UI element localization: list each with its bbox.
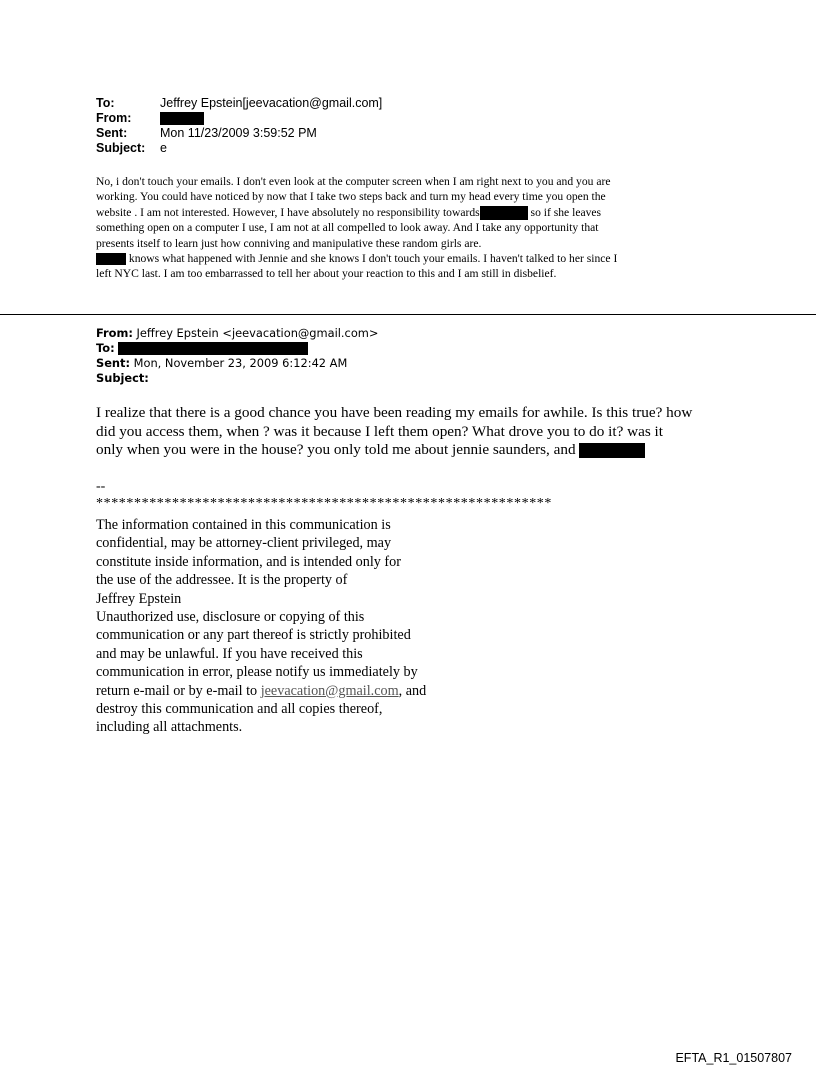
email1-header: [96, 96, 382, 156]
subject-label: Subject:: [96, 141, 146, 155]
email1-to-row: [96, 96, 382, 111]
disclaimer-line: and may be unlawful. If you have received this: [96, 645, 363, 662]
from-label: From:: [96, 111, 132, 125]
body-text: only when you were in the house? you only told me about jennie saunders, and: [96, 441, 580, 459]
email1-from-row: [96, 111, 382, 126]
to-label: To:: [96, 96, 115, 110]
body-line: [96, 441, 736, 460]
disclaimer-text: return e-mail or by e-mail to: [96, 682, 261, 699]
from-value: Jeffrey Epstein <jeevacation@gmail.com>: [132, 326, 379, 340]
body-line: left NYC last. I am too embarrassed to tell her about your reaction to this and I am still in disbelief.: [96, 267, 557, 281]
body-line: working. You could have noticed by now that I take two steps back and turn my head every time you open the: [96, 190, 606, 204]
signature-dashes: --: [96, 479, 106, 494]
email1-sent-row: [96, 126, 382, 141]
redaction-box: [118, 342, 308, 355]
email2-subject-row: [96, 371, 378, 386]
body-line: did you access them, when ? was it because I left them open? What drove you to do it? was it: [96, 422, 663, 440]
sent-label: Sent:: [96, 126, 128, 140]
disclaimer-line: Unauthorized use, disclosure or copying of this: [96, 609, 365, 626]
body-line: No, i don't touch your emails. I don't even look at the computer screen when I am right next to you and you are: [96, 175, 611, 188]
body-line: [96, 205, 716, 220]
body-text: knows what happened with Jennie and she knows I don't touch your emails. I haven't talked to her since I: [126, 252, 618, 266]
disclaimer-line: confidential, may be attorney-client privileged, may: [96, 535, 392, 552]
disclaimer-line: including all attachments.: [96, 719, 243, 736]
disclaimer-line: the use of the addressee. It is the property of: [96, 572, 348, 589]
confidentiality-disclaimer: [96, 516, 496, 737]
subject-value: e: [160, 141, 167, 155]
email2-to-row: [96, 341, 378, 356]
sent-value: Mon, November 23, 2009 6:12:42 AM: [130, 356, 348, 370]
disclaimer-line: destroy this communication and all copies thereof,: [96, 701, 383, 718]
disclaimer-line: communication in error, please notify us immediately by: [96, 664, 418, 681]
divider: [0, 314, 816, 315]
body-text: website . I am not interested. However, I have absolutely no responsibility towards: [96, 205, 480, 219]
body-line: [96, 251, 716, 266]
body-line: something open on a computer I use, I am not at all compelled to look away. And I take any opportunity that: [96, 221, 599, 235]
to-label: To:: [96, 341, 115, 355]
redaction-box: [480, 206, 528, 220]
email1-subject-row: [96, 141, 382, 156]
email2-body: [96, 404, 736, 460]
redaction-box: [96, 253, 126, 265]
email2-from-row: [96, 326, 378, 341]
disclaimer-text: , and: [398, 682, 427, 699]
sent-value: Mon 11/23/2009 3:59:52 PM: [160, 126, 317, 140]
signature-stars: ************************************************************: [96, 496, 552, 511]
document-id: EFTA_R1_01507807: [675, 1051, 792, 1065]
body-line: presents itself to learn just how conniving and manipulative these random girls are.: [96, 236, 482, 250]
email2-sent-row: [96, 356, 378, 371]
sent-label: Sent:: [96, 356, 131, 370]
disclaimer-line: constitute inside information, and is intended only for: [96, 553, 401, 570]
disclaimer-line: communication or any part thereof is strictly prohibited: [96, 627, 411, 644]
to-value: Jeffrey Epstein[jeevacation@gmail.com]: [160, 96, 383, 110]
disclaimer-line: Jeffrey Epstein: [96, 590, 182, 607]
subject-label: Subject:: [96, 371, 149, 385]
email1-body: [96, 174, 716, 282]
redaction-box: [160, 112, 204, 125]
redaction-box: [579, 443, 645, 458]
email2-header: [96, 326, 378, 386]
disclaimer-line: The information contained in this communication is: [96, 517, 391, 533]
body-text: so if she leaves: [527, 205, 602, 219]
disclaimer-line: [96, 682, 496, 700]
from-label: From:: [96, 326, 133, 340]
body-line: I realize that there is a good chance you have been reading my emails for awhile. Is this true? how: [96, 404, 693, 421]
email-link[interactable]: jeevacation@gmail.com: [260, 682, 399, 699]
